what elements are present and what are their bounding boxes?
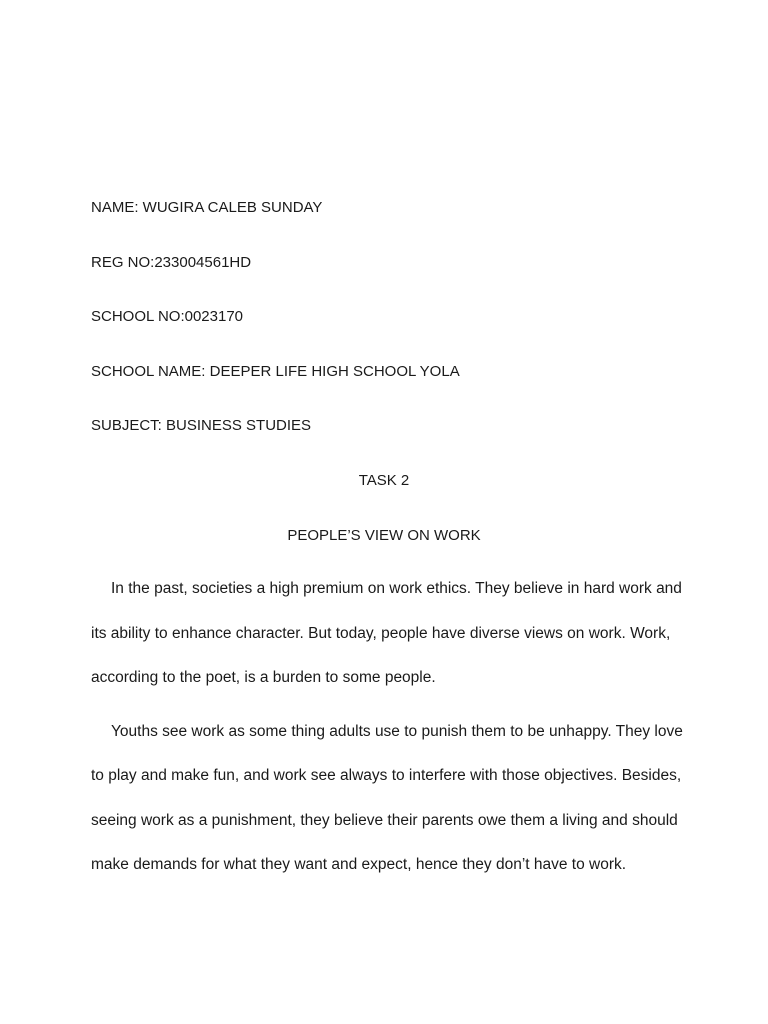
registration-number: REG NO:233004561HD [91,253,252,271]
document-body [91,198,683,888]
paragraph-1: In the past, societies a high premium on work ethics. They believe in hard work and its ability to enhance character. But today, people have diverse views on work. Work, according to the poet, is a burden to some people. [91,580,682,686]
student-name: NAME: WUGIRA CALEB SUNDAY [91,199,323,216]
school-name: SCHOOL NAME: DEEPER LIFE HIGH SCHOOL YOLA [91,362,460,380]
paragraph-2: Youths see work as some thing adults use to punish them to be unhappy. They love to play and make fun, and work see always to interfere with those objectives. Besides, seeing work as a punishment, they believe their parents owe them a living and should make demands for what they want and expect, hence they don’t have to work. [91,722,683,873]
school-number: SCHOOL NO:0023170 [91,308,244,325]
subject: SUBJECT: BUSINESS STUDIES [91,417,312,434]
task-title: TASK 2 [358,472,410,489]
essay-title: PEOPLE’S VIEW ON WORK [287,527,481,544]
